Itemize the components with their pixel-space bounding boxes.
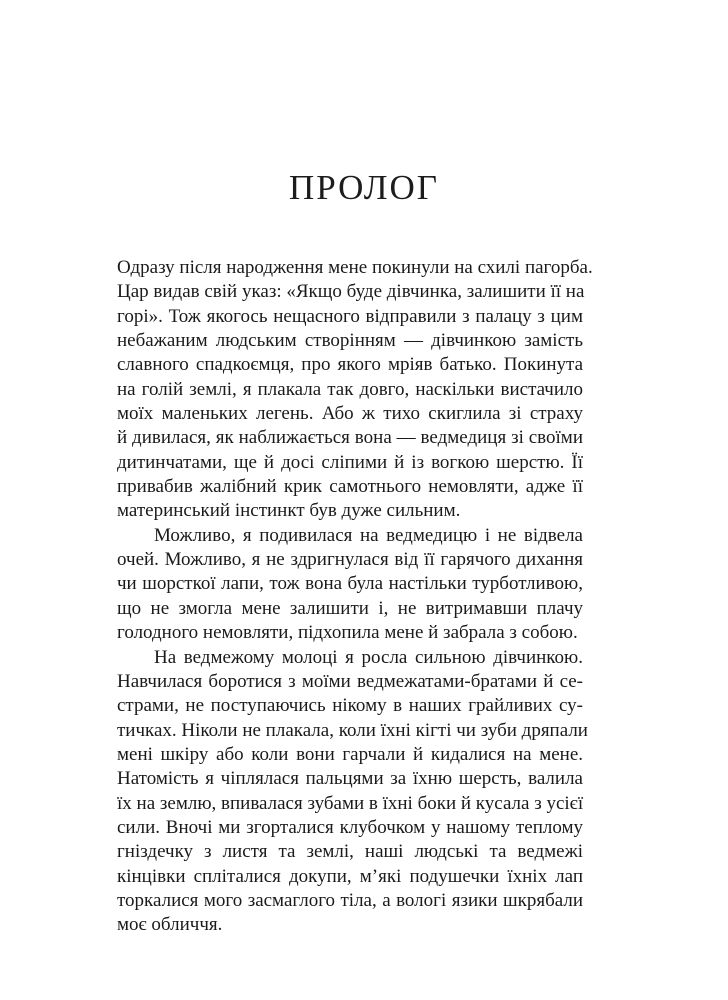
text-line: Натомість я чіплялася пальцями за їхню шерсть, валила <box>117 768 583 790</box>
text-line: їх на землю, впивалася зубами в їхні боки й кусала з усієї <box>117 792 584 814</box>
text-line: й дивилася, як наближається вона — ведмедиця зі своїми <box>117 427 583 449</box>
text-line: небажаним людським створінням — дівчинкою замість <box>117 330 583 352</box>
text-line: материнський інстинкт був дуже сильним. <box>117 500 461 522</box>
text-line: горі». Тож якогось нещасного відправили з палацу з цим <box>117 305 583 327</box>
text-line: мені шкіру або коли вони гарчали й кидалися на мене. <box>117 743 583 765</box>
text-line: що не змогла мене залишити і, не витримавши плачу <box>117 597 583 619</box>
text-line: Навчилася боротися з моїми ведмежатами-братами й се- <box>117 670 583 692</box>
text-line: голодного немовляти, підхопила мене й забрала з собою. <box>117 622 578 644</box>
text-line: На ведмежому молоці я росла сильною дівчинкою. <box>154 646 583 668</box>
text-line: Одразу після народження мене покинули на схилі пагорба. <box>117 257 593 278</box>
text-line: гніздечку з листя та землі, наші людські та ведмежі <box>117 841 583 863</box>
text-line: привабив жалібний крик самотнього немовляти, адже її <box>117 476 583 498</box>
text-line: дитинчатами, ще й досі сліпими й із вогкою шерстю. Її <box>117 451 583 473</box>
text-line: славного спадкоємця, про якого мріяв батько. Покинута <box>117 354 583 376</box>
text-line: кінцівки спліталися докупи, м’які подушечки їхніх лап <box>117 865 583 887</box>
text-line: Цар видав свій указ: «Якщо буде дівчинка, залишити її на <box>117 281 585 303</box>
text-line: сили. Вночі ми згорталися клубочком у нашому теплому <box>117 816 583 838</box>
body-text <box>117 256 593 938</box>
text-line: моє обличчя. <box>117 914 223 936</box>
text-line: чи шорсткої лапи, тож вона була настільки турботливою, <box>117 573 583 595</box>
text-line: моїх маленьких легень. Або ж тихо скиглила зі страху <box>117 403 583 425</box>
text-line: страми, не поступаючись нікому в наших грайливих су- <box>117 695 583 717</box>
text-line: на голій землі, я плакала так довго, наскільки вистачило <box>117 378 583 400</box>
text-line: торкалися мого засмаглого тіла, а вологі язики шкрябали <box>117 889 583 911</box>
chapter-title: ПРОЛОГ <box>289 168 439 207</box>
text-line: очей. Можливо, я не здригнулася від її гарячого дихання <box>117 549 583 571</box>
text-line: Можливо, я подивилася на ведмедицю і не відвела <box>154 524 583 546</box>
text-line: тичках. Ніколи не плакала, коли їхні кігті чи зуби дряпали <box>117 719 588 741</box>
